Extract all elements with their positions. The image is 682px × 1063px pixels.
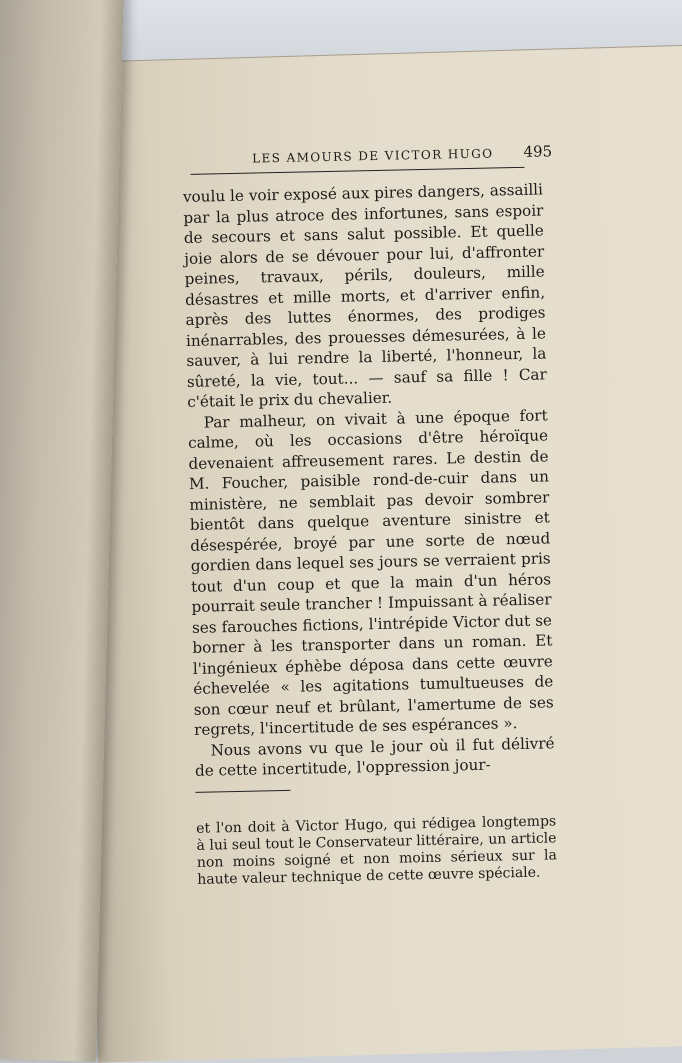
body-text [183,179,555,781]
paragraph: Par malheur, on vivait à une époque fort calme, où les occasions d'être héroïque devenaient affreusement rares. Le destin de M. Foucher, paisible rond-de-cuir dans un ministère, ne semblait pas devoir sombrer bientôt dans quelque aventure sinistre et désespérée, broyé par une sorte de nœud gordien dans lequel ses jours se verraient pris tout d'un coup et que la main d'un héros pourrait seule trancher ! Impuissant à réaliser ses farouches fictions, l'intrépide Victor dut se borner à les transporter dans un roman. Et l'ingénieux éphèbe déposa dans cette œuvre échevelée « les agitations tumultueuses de son cœur neuf et brûlant, l'amertume de ses regrets, l'incertitude de ses espérances ». [187,405,554,739]
footnote-text: et l'on doit à Victor Hugo, qui rédigea longtemps à lui seul tout le Conservateur littéraire, un article non moins soigné et non moins sérieux sur la haute valeur technique de cette œuvre spéciale. [196,812,558,888]
page-content [182,142,557,888]
paragraph: voulu le voir exposé aux pires dangers, assailli par la plus atroce des infortunes, sans espoir de secours et sans salut possible. Et quelle joie alors de se dévouer pour lui, d'affronter peines, travaux, périls, douleurs, mille désastres et mille morts, et d'arriver enfin, après des luttes énormes, des prodiges inénarrables, des prouesses démesurées, à le sauver, à lui rendre la liberté, l'honneur, la sûreté, la vie, tout... — sauf sa fille ! Car c'était le prix du chevalier. [182,180,547,411]
running-title: LES AMOURS DE VICTOR HUGO [252,146,494,166]
page-number: 495 [523,142,553,161]
header-rule [191,167,525,175]
paragraph: Nous avons vu que le jour où il fut délivré de cette incertitude, l'oppression jour- [194,733,555,780]
footnote-rule [195,789,290,792]
footnote [196,813,557,889]
